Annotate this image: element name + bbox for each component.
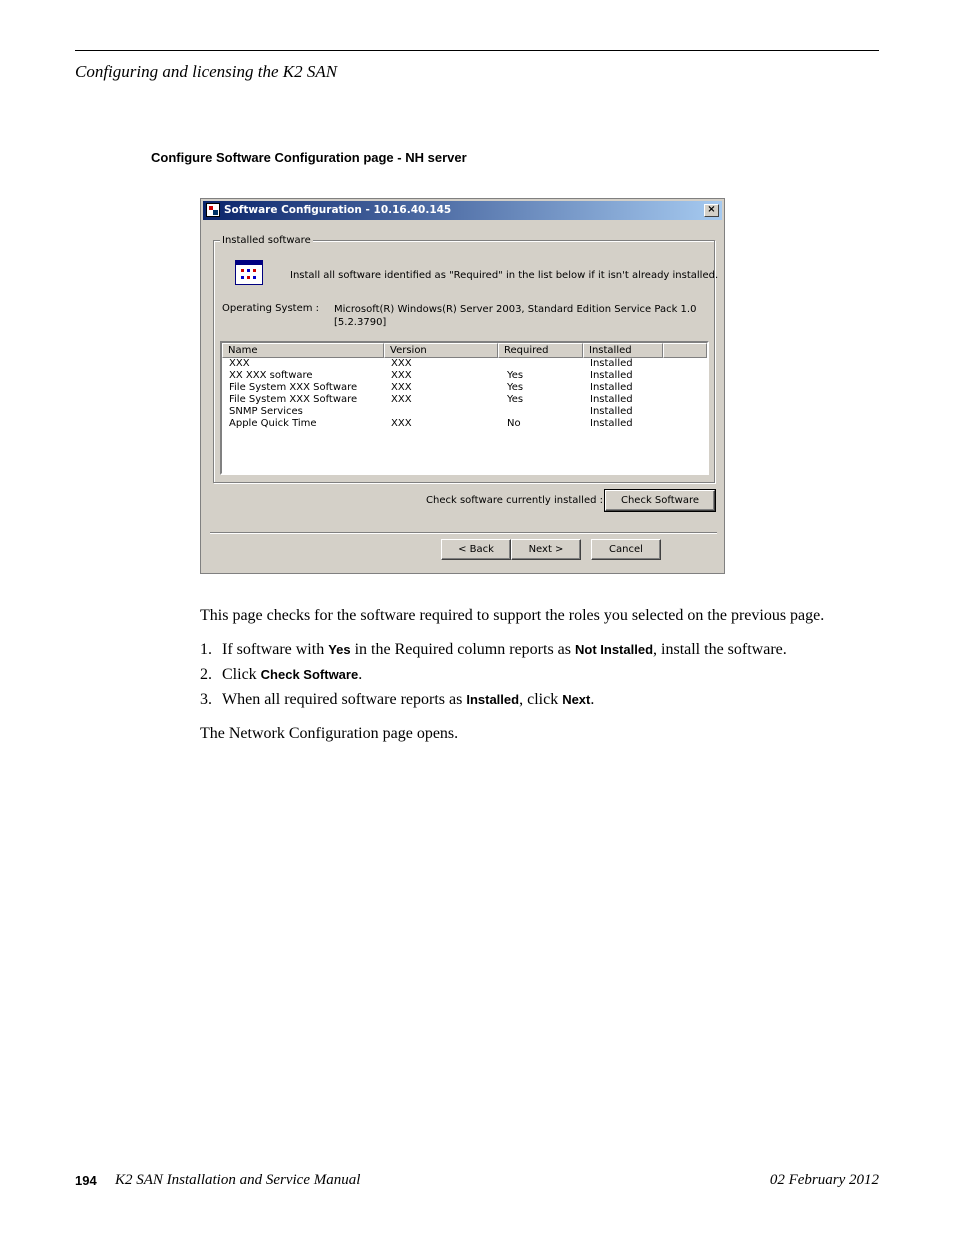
os-value-line1: Microsoft(R) Windows(R) Server 2003, Standard Edition Service Pack 1.0 bbox=[334, 304, 697, 315]
next-button[interactable]: Next > bbox=[511, 539, 581, 560]
software-configuration-dialog bbox=[200, 198, 725, 574]
table-row[interactable] bbox=[222, 370, 707, 382]
step-text: . bbox=[590, 691, 595, 708]
step-text: , install the software. bbox=[653, 641, 787, 658]
cell-version: XXX bbox=[391, 382, 412, 393]
column-header-required[interactable]: Required bbox=[498, 343, 583, 358]
step-text: Click bbox=[222, 666, 261, 683]
ui-term: Installed bbox=[466, 692, 520, 707]
table-row[interactable] bbox=[222, 406, 707, 418]
cell-version: XXX bbox=[391, 358, 412, 369]
intro-paragraph: This page checks for the software required to support the roles you selected on the previous page. bbox=[200, 607, 825, 624]
step-number: 1. bbox=[200, 641, 212, 658]
cell-version: XXX bbox=[391, 418, 412, 429]
step-text: . bbox=[358, 666, 363, 683]
cell-installed: Installed bbox=[590, 382, 633, 393]
table-row[interactable] bbox=[222, 382, 707, 394]
close-button[interactable]: × bbox=[704, 204, 719, 217]
step-3 bbox=[200, 691, 594, 709]
step-text: in the Required column reports as bbox=[350, 641, 575, 658]
installer-icon bbox=[235, 260, 263, 285]
publication-date: 02 February 2012 bbox=[769, 1172, 879, 1188]
check-software-button[interactable]: Check Software bbox=[605, 490, 715, 511]
os-label: Operating System : bbox=[222, 303, 320, 314]
dialog-title: Software Configuration - 10.16.40.145 bbox=[224, 204, 452, 216]
list-header bbox=[222, 343, 707, 358]
column-header-version[interactable]: Version bbox=[384, 343, 498, 358]
cell-required: Yes bbox=[507, 370, 524, 381]
ui-term: Not Installed bbox=[575, 642, 654, 657]
step-number: 3. bbox=[200, 691, 212, 708]
step-number: 2. bbox=[200, 666, 212, 683]
cell-version: XXX bbox=[391, 394, 412, 405]
cell-version: XXX bbox=[391, 370, 412, 381]
table-row[interactable] bbox=[222, 394, 707, 406]
cell-name: SNMP Services bbox=[229, 406, 303, 417]
cell-name: Apple Quick Time bbox=[229, 418, 317, 429]
cell-installed: Installed bbox=[590, 394, 633, 405]
cell-installed: Installed bbox=[590, 370, 633, 381]
os-value-line2: [5.2.3790] bbox=[334, 317, 387, 328]
cancel-button[interactable]: Cancel bbox=[591, 539, 661, 560]
dialog-titlebar[interactable] bbox=[203, 201, 722, 220]
cell-name: XX XXX software bbox=[229, 370, 313, 381]
table-row[interactable] bbox=[222, 358, 707, 370]
closing-paragraph: The Network Configuration page opens. bbox=[200, 725, 459, 742]
page-number: 194 bbox=[75, 1173, 97, 1188]
ui-term: Yes bbox=[328, 642, 351, 657]
step-2 bbox=[200, 666, 362, 684]
back-button[interactable]: < Back bbox=[441, 539, 511, 560]
os-value bbox=[334, 303, 696, 329]
cell-required: Yes bbox=[507, 382, 524, 393]
ui-term: Check Software bbox=[260, 667, 359, 682]
column-header-empty bbox=[663, 343, 707, 358]
software-list[interactable] bbox=[220, 341, 709, 475]
check-software-label: Check software currently installed : bbox=[426, 495, 603, 506]
cell-installed: Installed bbox=[590, 418, 633, 429]
group-label: Installed software bbox=[222, 235, 311, 246]
column-header-name[interactable]: Name bbox=[222, 343, 384, 358]
step-text: , click bbox=[519, 691, 563, 708]
cell-installed: Installed bbox=[590, 406, 633, 417]
figure-caption: Configure Software Configuration page - NH server bbox=[151, 150, 467, 165]
column-header-installed[interactable]: Installed bbox=[583, 343, 663, 358]
cell-name: XXX bbox=[229, 358, 250, 369]
step-1 bbox=[200, 641, 787, 659]
app-icon bbox=[206, 203, 220, 217]
step-text: When all required software reports as bbox=[222, 691, 467, 708]
running-head: Configuring and licensing the K2 SAN bbox=[75, 62, 338, 81]
cell-name: File System XXX Software bbox=[229, 394, 358, 405]
cell-required: No bbox=[507, 418, 521, 429]
header-rule bbox=[75, 50, 879, 51]
step-text: If software with bbox=[222, 641, 329, 658]
instruction-text: Install all software identified as "Required" in the list below if it isn't already installed. bbox=[290, 270, 719, 281]
manual-title: K2 SAN Installation and Service Manual bbox=[115, 1172, 361, 1188]
cell-required: Yes bbox=[507, 394, 524, 405]
button-separator bbox=[210, 532, 717, 534]
cell-name: File System XXX Software bbox=[229, 382, 358, 393]
ui-term: Next bbox=[562, 692, 591, 707]
cell-installed: Installed bbox=[590, 358, 633, 369]
table-row[interactable] bbox=[222, 418, 707, 430]
